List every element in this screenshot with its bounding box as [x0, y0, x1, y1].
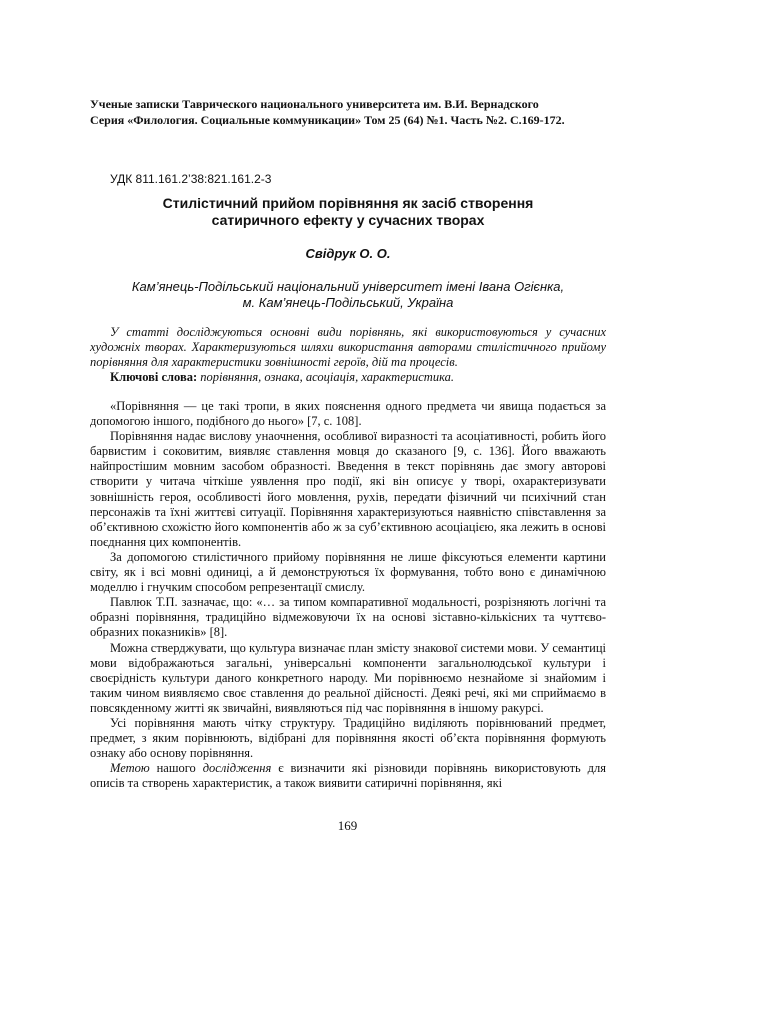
abstract: У статті досліджуються основні види порівнянь, які використовуються у сучасних художніх творах. Характеризуються шляхи використання авторами стилістичного прийому порівняння для характеристики зовнішності героїв, дій та процесів. [90, 325, 606, 369]
article-page [90, 96, 606, 791]
body-paragraph: Можна стверджувати, що культура визначає план змісту знакової системи мови. У семантиці мови відображаються загальні, універсальні компоненти загальнолюдської культури і своєрідність культури даного конкретного народу. Ми порівнюємо незнайоме зі знайомим і таким чином виявляємо своє ставлення до реальної дійсності. Деякі речі, які ми сприймаємо в повсякденному житті як звичайні, виявляються під час порівняння в іншому ракурсі. [90, 640, 606, 715]
aim-term: Метою [110, 761, 150, 776]
affiliation-line2: м. Кам’янець-Подільський, Україна [242, 295, 454, 310]
udk-code: УДК 811.161.2’38:821.161.2-3 [110, 172, 272, 186]
article-title [90, 195, 606, 229]
affiliation-line1: Кам’янець-Подільський національний університет імені Івана Огієнка, [131, 279, 565, 294]
keywords-text: порівняння, ознака, асоціація, характеристика. [200, 370, 454, 384]
affiliation [90, 279, 606, 311]
article-title-line1: Стилістичний прийом порівняння як засіб створення [162, 195, 534, 211]
last-paragraph-text: є визначити які різновиди порівнянь використовують для описів та створень характеристик, а також виявити сатиричні порівняння, які [90, 761, 606, 791]
author-name: Свідрук О. О. [305, 246, 391, 261]
last-paragraph-text: нашого [149, 761, 203, 776]
keywords [90, 370, 606, 385]
research-term: дослідження [202, 761, 272, 776]
journal-header-line2: Серия «Филология. Социальные коммуникации» Том 25 (64) №1. Часть №2. С.169-172. [90, 113, 565, 127]
body-paragraph: Порівняння надає вислову унаочнення, особливої виразності та асоціативності, робить його барвистим і соковитим, виявляє ставлення мовця до сказаного [9, с. 136]. Його вважають найпростішим мовним засобом образності. Введення в текст порівнянь дає змогу авторові створити у читача чіткіше уявлення про події, які він описує у творі, охарактеризувати зовнішність героя, особливості його мовлення, рухів, передати фізичний чи психічний стан персонажів та їхні життєві ситуації. Порівняння характеризуються наявністю співставлення за об’єктивною схожістю його компонентів або ж за суб’єктивною асоціацією, яка лежить в основі поєднання цих компонентів. [90, 429, 606, 549]
keywords-label: Ключові слова: [110, 370, 198, 384]
body-paragraph: Усі порівняння мають чітку структуру. Традиційно виділяють порівнюваний предмет, предмет, з яким порівнюють, відібрані для порівняння якості об’єкта порівняння формують ознаку або основу порівняння. [90, 715, 606, 761]
page-number: 169 [337, 818, 358, 833]
journal-header-line1: Ученые записки Таврического национального университета им. В.И. Вернадского [90, 97, 539, 111]
body-paragraph: «Порівняння — це такі тропи, в яких пояснення одного предмета чи явища подається за допомогою іншого, подібного до нього» [7, с. 108]. [90, 399, 606, 429]
article-title-line2: сатиричного ефекту у сучасних творах [211, 212, 485, 228]
body-paragraph-last [90, 761, 606, 791]
article-body [90, 399, 606, 791]
body-paragraph: За допомогою стилістичного прийому порівняння не лише фіксуються елементи картини світу, як і всі мовні одиниці, а й демонструються їх формування, тобто воно є динамічною моделлю і гнучким способом репрезентації смислу. [90, 549, 606, 595]
body-paragraph: Павлюк Т.П. зазначає, що: «… за типом компаративної модальності, розрізняють логічні та образні порівняння, традиційно відмежовуючи їх на основі зіставно-кількісних та чуттєво-образних показників» [8]. [90, 595, 606, 640]
